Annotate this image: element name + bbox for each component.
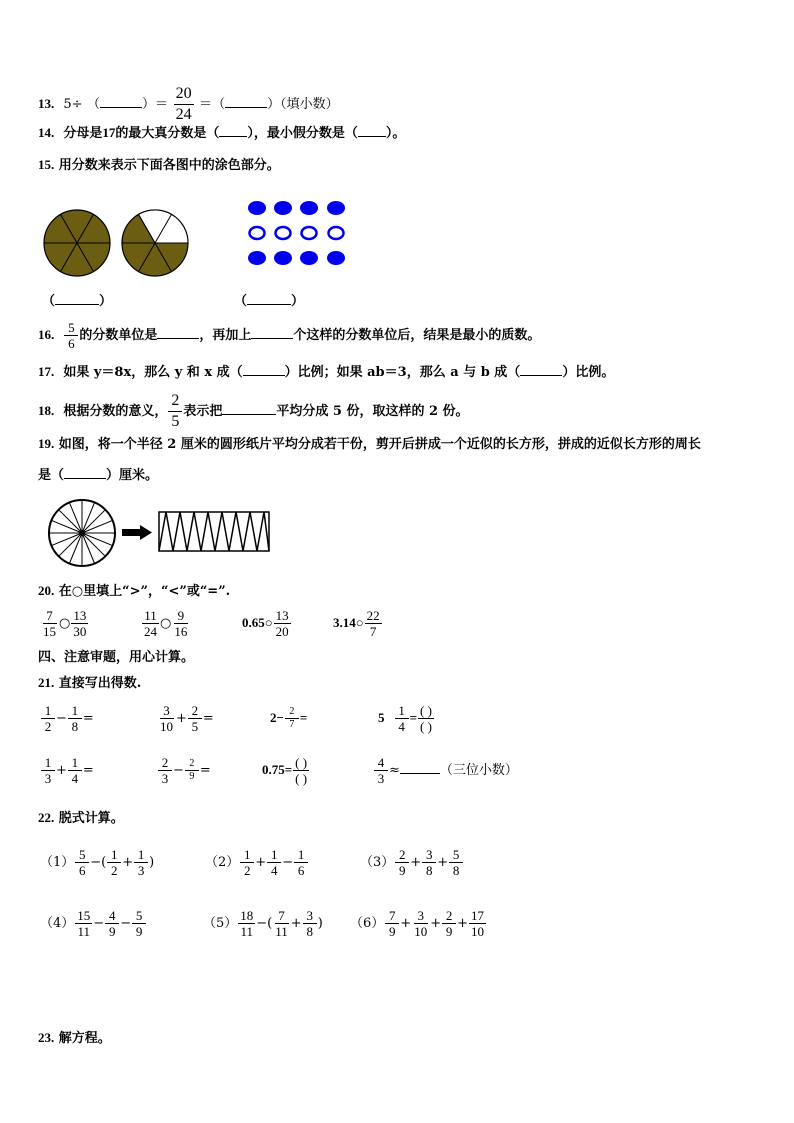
expression-5: （5） $\frac{18}{11}$ −( $\frac{7}{11}$ + $\frac{3}{8}$ ) [203, 908, 323, 939]
answer-15-1: （ ） [42, 294, 113, 309]
answer-blank[interactable] [247, 304, 291, 305]
question-14: 14. 分母是17的最大真分数是（ ），最小假分数是（ ）。 [38, 125, 406, 141]
compare-circle[interactable]: ○ [59, 616, 71, 631]
full-shaded-circle [44, 210, 110, 276]
fraction: $\frac{7}{15}$ [43, 608, 56, 639]
answer-fraction[interactable]: $\frac{( )}{( )}$ [419, 703, 432, 734]
question-21: 21. 直接写出得数. [38, 675, 142, 691]
expression-1: （1） $\frac{5}{6}$ −( $\frac{1}{2}$ + $\frac{1}{3}$ ) [40, 847, 155, 878]
dot-figure [245, 198, 355, 268]
answer-blank[interactable] [157, 338, 199, 339]
fraction: $\frac{9}{16}$ [174, 608, 188, 639]
answer-blank[interactable] [222, 414, 276, 415]
filled-dot [327, 251, 345, 265]
answer-blank[interactable] [520, 375, 562, 376]
compare-circle[interactable]: ○ [160, 616, 172, 631]
partial-shaded-circle [122, 210, 188, 276]
calc-item: 5 $\frac{1}{4}$ = $\frac{( )}{( )}$ [378, 703, 432, 734]
circle-to-rectangle-figure [46, 497, 286, 569]
fraction: $\frac{20}{24}$ [175, 85, 192, 123]
filled-dot [274, 251, 292, 265]
fraction: $\frac{13}{30}$ [73, 608, 87, 639]
filled-dot [248, 201, 266, 215]
compare-circle[interactable]: 3.14○ [333, 615, 364, 630]
fraction: $\frac{5}{6}$ [64, 320, 78, 351]
circle-figures [40, 200, 200, 290]
answer-15-2: （ ） [234, 294, 305, 309]
filled-dot [248, 251, 266, 265]
question-15: 15. 用分数来表示下面各图中的涂色部分。 [38, 157, 280, 173]
hollow-dot [250, 227, 265, 239]
fraction: $\frac{2}{5}$ [168, 391, 182, 432]
calc-item: $\frac{3}{10}$ + $\frac{2}{5}$ = [160, 703, 214, 734]
answer-blank[interactable] [100, 107, 142, 108]
calc-item: $\frac{4}{3}$ ≈ （三位小数） [373, 755, 518, 786]
compare-item-3 [242, 608, 292, 639]
answer-blank[interactable] [243, 375, 285, 376]
calc-item: $\frac{2}{3}$ − $\frac{2}{9}$ = [157, 755, 211, 786]
filled-dot [274, 201, 292, 215]
arrow-icon [122, 525, 152, 540]
answer-fraction[interactable]: $\frac{( )}{( )}$ [295, 755, 308, 786]
compare-circle[interactable]: 0.65○ [242, 615, 273, 630]
expression-2: （2） $\frac{1}{2}$ + $\frac{1}{4}$ − $\frac{1}{6}$ [205, 847, 309, 878]
answer-blank[interactable] [358, 136, 386, 137]
expression-4: （4） $\frac{15}{11}$ − $\frac{4}{9}$ − $\frac{5}{9}$ [40, 908, 147, 939]
question-19-line1: 19. 如图，将一个半径 2 厘米的圆形纸片平均分成若干份，剪开后拼成一个近似的长方形，拼成的近似长方形的周长 [38, 436, 701, 452]
section-heading: 四、注意审题，用心计算。 [38, 650, 195, 665]
calc-item: 2− $\frac{2}{7}$ = [270, 706, 308, 730]
compare-item-1 [40, 608, 89, 639]
question-22: 22. 脱式计算。 [38, 810, 124, 826]
hollow-dot [276, 227, 291, 239]
question-13: 13. 5÷ （ ）＝ $\frac{20}{24}$ ＝（ ）（填小数） [38, 85, 339, 123]
question-19-line2: 是（ ）厘米。 [38, 468, 159, 483]
fraction: $\frac{22}{7}$ [366, 608, 380, 639]
calc-item: 0.75= $\frac{( )}{( )}$ [262, 755, 308, 786]
question-17: 17. 如果 y＝8x，那么 y 和 x 成（ ）比例；如果 ab＝3，那么 a 与 b 成（ ）比例。 [38, 364, 615, 380]
expression-3: （3） $\frac{2}{9}$ + $\frac{3}{8}$ + $\frac{5}{8}$ [360, 847, 464, 878]
question-20: 20. 在○里填上“>”，“<”或“=”. [38, 583, 231, 599]
zigzag-rectangle [159, 512, 269, 551]
calc-item: $\frac{1}{2}$ − $\frac{1}{8}$ = [40, 703, 94, 734]
fraction: $\frac{11}{24}$ [144, 608, 157, 639]
filled-dot [300, 201, 318, 215]
answer-blank[interactable] [64, 478, 106, 479]
hollow-dot [329, 227, 344, 239]
question-16: 16. $\frac{5}{6}$ 的分数单位是 ，再加上 个这样的分数单位后，结果是最小的质数。 [38, 320, 541, 351]
filled-dot [300, 251, 318, 265]
answer-blank[interactable] [251, 338, 293, 339]
answer-blank[interactable] [225, 107, 267, 108]
question-18: 18. 根据分数的意义， $\frac{2}{5}$ 表示把 平均分成 5 份，取这样的 2 份。 [38, 392, 469, 430]
compare-item-4 [333, 608, 383, 639]
hollow-dot [302, 227, 317, 239]
fraction: $\frac{13}{20}$ [275, 608, 289, 639]
compare-item-2 [141, 608, 190, 639]
question-23: 23. 解方程。 [38, 1030, 111, 1046]
answer-blank[interactable] [55, 304, 99, 305]
answer-blank[interactable] [400, 773, 440, 774]
expression-6: （6） $\frac{7}{9}$ + $\frac{3}{10}$ + $\frac{2}{9}$ + $\frac{17}{10}$ [350, 908, 484, 939]
calc-item: $\frac{1}{3}$ + $\frac{1}{4}$ = [40, 755, 94, 786]
answer-blank[interactable] [219, 136, 247, 137]
filled-dot [327, 201, 345, 215]
